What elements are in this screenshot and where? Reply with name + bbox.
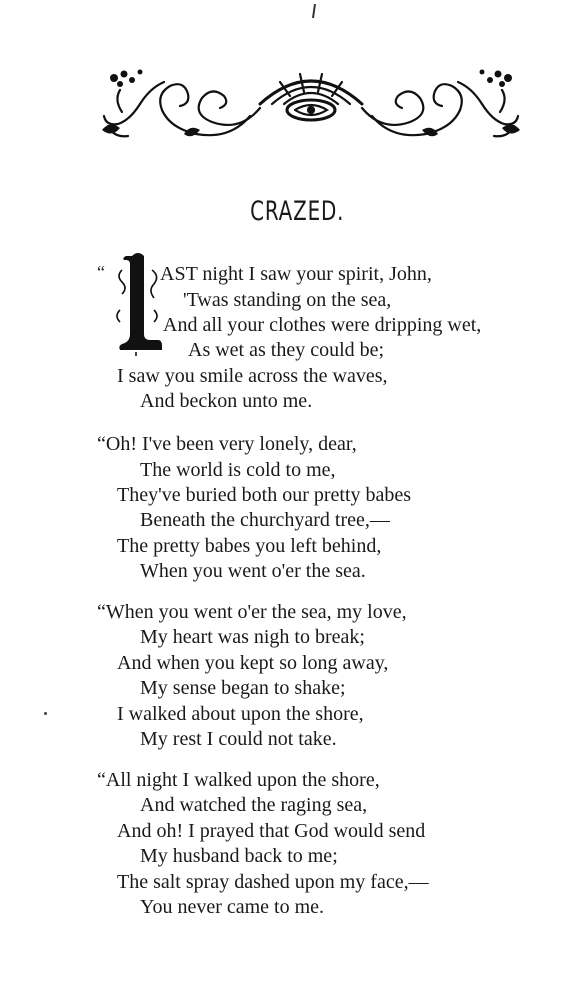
- floral-ornament-header: [100, 64, 522, 142]
- stanza-1-line-5: I saw you smile across the waves,: [117, 365, 388, 387]
- stanza-3-line-3: And when you kept so long away,: [117, 652, 389, 674]
- stanza-3-line-5: I walked about upon the shore,: [117, 703, 364, 725]
- stanza-1-line-4: As wet as they could be;: [188, 339, 385, 361]
- stanza-2-line-3: They've buried both our pretty babes: [117, 484, 412, 506]
- poem-title: CRAZED.: [250, 196, 345, 227]
- stanza-4-line-4: My husband back to me;: [140, 845, 338, 867]
- print-speck: [44, 712, 47, 715]
- stanza-1-line-6: And beckon unto me.: [140, 390, 313, 412]
- stanza-2-line-4: Beneath the churchyard tree,—: [140, 509, 390, 531]
- stanza-2-line-5: The pretty babes you left behind,: [117, 535, 382, 557]
- stanza-4-line-5: The salt spray dashed upon my face,—: [117, 871, 429, 893]
- stanza-4-line-3: And oh! I prayed that God would send: [117, 820, 426, 842]
- stanza-4-line-2: And watched the raging sea,: [140, 794, 368, 816]
- stanza-3-line-2: My heart was nigh to break;: [140, 626, 365, 648]
- drop-cap-letter: L: [114, 250, 115, 251]
- stanza-3-line-6: My rest I could not take.: [140, 728, 337, 750]
- stanza-2-line-1: “Oh! I've been very lonely, dear,: [97, 433, 357, 455]
- opening-quote-mark: “: [97, 262, 105, 282]
- stanza-2-line-6: When you went o'er the sea.: [140, 560, 366, 582]
- page-mark: [312, 4, 316, 18]
- stanza-2-line-2: The world is cold to me,: [140, 459, 336, 481]
- stanza-1-line-3: And all your clothes were dripping wet,: [163, 314, 482, 336]
- stanza-4-line-6: You never came to me.: [140, 896, 325, 918]
- drop-cap-l: [114, 250, 164, 356]
- stanza-3-line-1: “When you went o'er the sea, my love,: [97, 601, 407, 623]
- stanza-3-line-4: My sense began to shake;: [140, 677, 346, 699]
- stanza-4-line-1: “All night I walked upon the shore,: [97, 769, 380, 791]
- stanza-1-line-2: 'Twas standing on the sea,: [183, 289, 392, 311]
- stanza-1-line-1: AST night I saw your spirit, John,: [160, 263, 432, 285]
